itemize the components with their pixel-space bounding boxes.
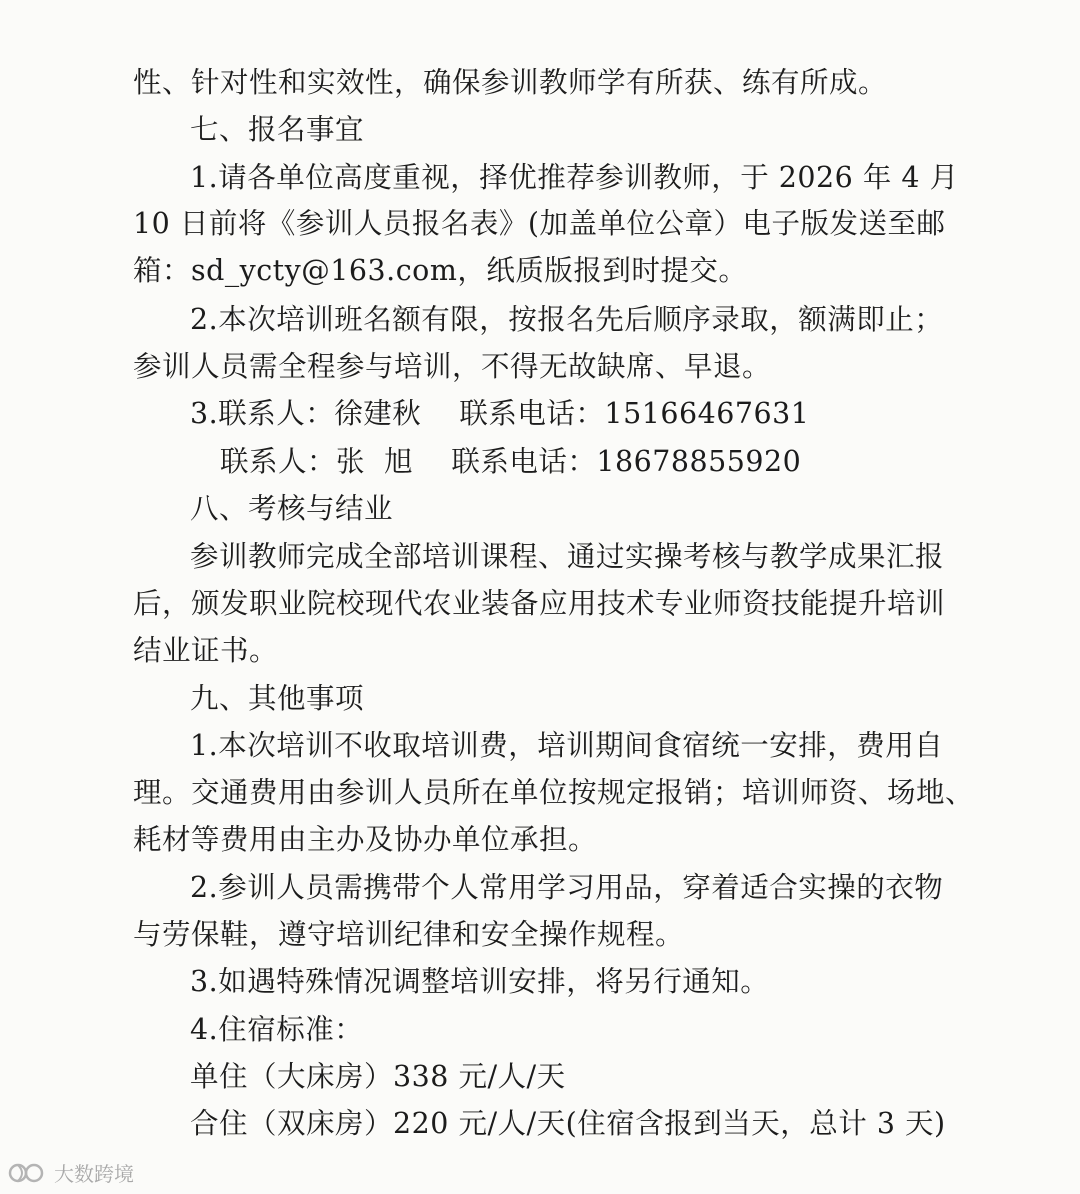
watermark-text: 大数跨境 bbox=[54, 1162, 134, 1186]
watermark-logo-icon bbox=[8, 1162, 48, 1184]
text-line: 10 日前将《参训人员报名表》(加盖单位公章）电子版发送至邮 bbox=[133, 207, 946, 240]
text-line: 理。交通费用由参训人员所在单位按规定报销；培训师资、场地、 bbox=[133, 776, 975, 809]
accommodation-double: 合住（双床房）220 元/人/天(住宿含报到当天，总计 3 天) bbox=[190, 1107, 946, 1140]
accommodation-single: 单住（大床房）338 元/人/天 bbox=[190, 1060, 566, 1093]
text-line: 1.请各单位高度重视，择优推荐参训教师，于 2026 年 4 月 bbox=[190, 161, 959, 194]
section-heading-other: 九、其他事项 bbox=[190, 682, 365, 715]
text-line: 耗材等费用由主办及协办单位承担。 bbox=[133, 823, 598, 856]
text-line: 后，颁发职业院校现代农业装备应用技术专业师资技能提升培训 bbox=[133, 587, 946, 620]
section-heading-registration: 七、报名事宜 bbox=[190, 113, 365, 146]
text-line: 2.本次培训班名额有限，按报名先后顺序录取，额满即止； bbox=[190, 303, 944, 336]
text-line: 参训人员需全程参与培训，不得无故缺席、早退。 bbox=[133, 350, 772, 383]
section-heading-assessment: 八、考核与结业 bbox=[190, 492, 394, 525]
text-line: 4.住宿标准： bbox=[190, 1013, 364, 1046]
contact-line-2: 联系人：张 旭 联系电话：18678855920 bbox=[220, 445, 802, 478]
watermark bbox=[8, 1158, 134, 1187]
text-line: 结业证书。 bbox=[133, 634, 279, 667]
text-line: 参训教师完成全部培训课程、通过实操考核与教学成果汇报 bbox=[190, 540, 945, 573]
text-line: 2.参训人员需携带个人常用学习用品，穿着适合实操的衣物 bbox=[190, 871, 944, 904]
text-line: 性、针对性和实效性，确保参训教师学有所获、练有所成。 bbox=[133, 66, 888, 99]
text-line: 与劳保鞋，遵守培训纪律和安全操作规程。 bbox=[133, 918, 685, 951]
text-line: 1.本次培训不收取培训费，培训期间食宿统一安排，费用自 bbox=[190, 729, 944, 762]
text-line: 箱：sd_ycty@163.com，纸质版报到时提交。 bbox=[133, 254, 748, 287]
text-line: 3.如遇特殊情况调整培训安排，将另行通知。 bbox=[190, 965, 770, 998]
contact-line-1: 3.联系人：徐建秋 联系电话：15166467631 bbox=[190, 397, 810, 430]
